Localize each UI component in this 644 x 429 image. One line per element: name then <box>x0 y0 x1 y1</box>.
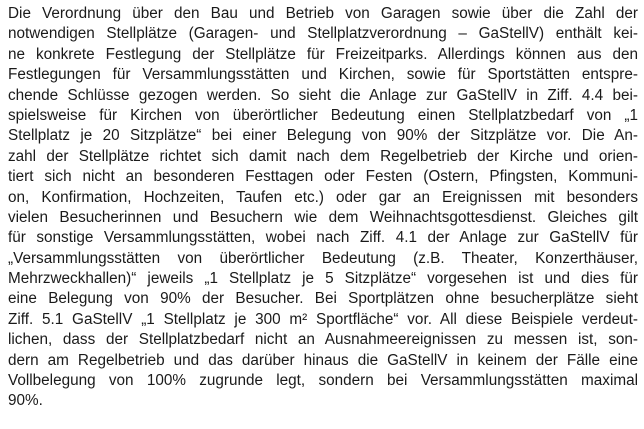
text-line-1: Die Verordnung über den Bau und Betrieb von Garagen sowie über die Zahl der <box>8 5 638 22</box>
text-line-2: notwendigen Stellplätze (Garagen- und Stellplatzverordnung – GaStellV) enthält kei- <box>8 25 638 43</box>
text-line-13: „Versammlungsstätten von überörtlicher Bedeutung (z.B. Theater, Konzerthäuser, <box>8 249 638 267</box>
text-line-20: 90%. <box>8 392 43 410</box>
text-line-4: Festlegungen für Versammlungsstätten und Kirchen, sowie für Sportstätten entspre- <box>8 66 638 84</box>
text-line-7: Stellplatz je 20 Sitzplätze“ bei einer Belegung von 90% der Sitzplätze vor. Die An- <box>8 127 638 145</box>
text-line-15: eine Belegung von 90% der Besucher. Bei Sportplätzen ohne besucherplätze sieht <box>8 290 638 308</box>
text-line-19: Vollbelegung von 100% zugrunde legt, sondern bei Versammlungsstätten maximal <box>8 372 638 390</box>
text-line-17: lichen, dass der Stellplatzbedarf nicht an Ausnahmeereignissen zu messen ist, son- <box>8 331 638 349</box>
text-line-14: Mehrzweckhallen)“ jeweils „1 Stellplatz je 5 Sitzplätze“ vorgesehen ist und dies für <box>8 270 638 288</box>
paragraph <box>8 4 638 412</box>
text-line-6: spielsweise für Kirchen von überörtlicher Bedeutung einen Stellplatzbedarf von „1 <box>8 106 638 124</box>
text-line-18: dern am Regelbetrieb und das darüber hinaus die GaStellV in keinem der Fälle eine <box>8 351 638 369</box>
text-line-8: zahl der Stellplätze richtet sich damit nach dem Regelbetrieb der Kirche und orien- <box>8 147 638 165</box>
text-line-11: vielen Besucherinnen und Besuchern wie dem Weihnachtsgottesdienst. Gleiches gilt <box>8 208 638 226</box>
text-line-9: tiert sich nicht an besonderen Festtagen oder Festen (Ostern, Pfingsten, Kommuni- <box>8 168 638 186</box>
text-line-16: Ziff. 5.1 GaStellV „1 Stellplatz je 300 m² Sportfläche“ vor. All diese Beispiele verdeut- <box>8 310 638 328</box>
text-line-3: ne konkrete Festlegung der Stellplätze für Freizeitparks. Allerdings können aus den <box>8 45 638 63</box>
text-line-5: chende Schlüsse gezogen werden. So sieht die Anlage zur GaStellV in Ziff. 4.4 bei- <box>8 86 638 104</box>
text-line-12: für sonstige Versammlungsstätten, wobei nach Ziff. 4.1 der Anlage zur GaStellV für <box>8 229 638 247</box>
text-line-10: on, Konfirmation, Hochzeiten, Taufen etc.) oder gar an Ereignissen mit besonders <box>8 188 638 206</box>
